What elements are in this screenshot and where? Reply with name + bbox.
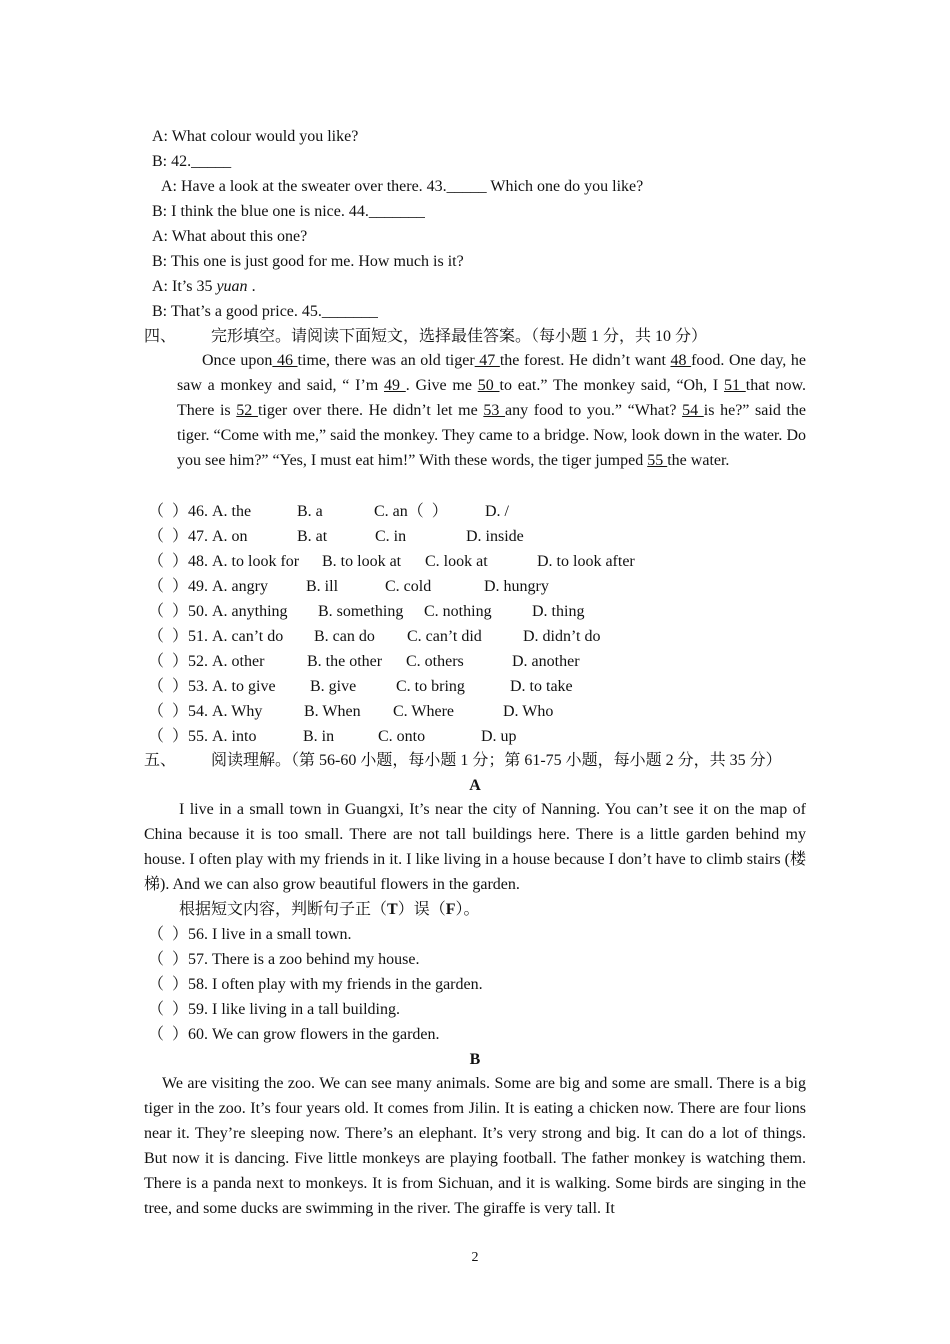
- blank-52: 52: [236, 402, 258, 419]
- judge-item: （ ）60. We can grow flowers in the garden.: [148, 1026, 440, 1043]
- section-title: 完形填空。请阅读下面短文，选择最佳答案。（每小题 1 分，共 10 分）: [211, 328, 708, 345]
- judge-item: （ ）59. I like living in a tall building.: [148, 1001, 400, 1018]
- cloze-text: . Give me: [405, 377, 478, 394]
- false-mark: F: [445, 901, 456, 918]
- blank-55: 55: [647, 452, 668, 469]
- option-a: （ ）47. A. on: [148, 528, 248, 545]
- cloze-text: Once upon: [202, 352, 273, 369]
- option-c: C. to bring: [396, 678, 465, 695]
- option-a: （ ）49. A. angry: [148, 578, 268, 595]
- option-c: C. Where: [393, 703, 455, 720]
- section-number: 四、: [144, 328, 177, 345]
- cloze-text: to eat.” The monkey said, “Oh, I: [499, 377, 724, 394]
- blank-46: 46: [272, 352, 298, 369]
- passage-heading: A: [469, 777, 481, 794]
- dialogue-line: A: What about this one?: [152, 228, 308, 245]
- option-a: （ ）55. A. into: [148, 728, 257, 745]
- judge-item: （ ）58. I often play with my friends in the garden.: [148, 976, 483, 993]
- cloze-text: food. One day, he saw a monkey and said, “ I’m: [177, 352, 807, 394]
- passage-b-text: We are visiting the zoo. We can see many animals. Some are big and some are small. There is a big tiger in the zoo. It’s four years old. It comes from Jilin. It is eating a chicken now. There are four lions near it. They’re sleeping now. There’s an elephant. It’s very strong and big. It can do a lot of things. But now it is dancing. Five little monkeys are playing football. The father monkey is watching them. There is a panda next to monkeys. It is from Sichuan, and it is walking. Some birds are singing in the tree, and some ducks are swimming in the river. The giraffe is very tall. It: [144, 1075, 806, 1217]
- instruction-text: 根据短文内容，判断句子正（: [179, 901, 388, 918]
- blank-54: 54: [682, 402, 704, 419]
- option-c: C. others: [406, 653, 464, 670]
- judge-item: （ ）57. There is a zoo behind my house.: [148, 951, 420, 968]
- dialogue-line: B: This one is just good for me. How much is it?: [152, 253, 464, 270]
- cloze-text: the water.: [667, 452, 730, 469]
- option-b: B. the other: [307, 653, 383, 670]
- option-c: C. in: [375, 528, 407, 545]
- option-c: C. can’t did: [407, 628, 482, 645]
- option-b: B. something: [318, 603, 404, 620]
- dialogue-text: .: [247, 278, 256, 295]
- blank-51: 51: [723, 377, 746, 394]
- option-b: B. a: [297, 503, 323, 520]
- option-a: （ ）53. A. to give: [148, 678, 276, 695]
- option-a: （ ）50. A. anything: [148, 603, 288, 620]
- option-c: C. nothing: [424, 603, 492, 620]
- page-number: 2: [471, 1250, 479, 1265]
- dialogue-line: B: That’s a good price. 45._______: [152, 303, 378, 320]
- true-mark: T: [387, 901, 398, 918]
- option-a: （ ）48. A. to look for: [148, 553, 300, 570]
- option-a: （ ）54. A. Why: [148, 703, 263, 720]
- passage-heading: B: [469, 1051, 481, 1068]
- option-a: （ ）51. A. can’t do: [148, 628, 284, 645]
- cloze-text: that now. There is: [177, 377, 807, 419]
- dialogue-line: B: I think the blue one is nice. 44._______: [152, 203, 425, 220]
- instruction-text: ）。: [455, 901, 480, 918]
- option-d: D. another: [512, 653, 580, 670]
- option-d: D. to look after: [537, 553, 635, 570]
- blank-50: 50: [477, 377, 500, 394]
- option-b: B. ill: [306, 578, 339, 595]
- option-d: D. up: [481, 728, 517, 745]
- option-a: （ ）52. A. other: [148, 653, 265, 670]
- cloze-text: any food to you.” “What?: [505, 402, 683, 419]
- cloze-passage: [177, 348, 806, 473]
- cloze-text: the forest. He didn’t want: [499, 352, 671, 369]
- option-c: C. onto: [378, 728, 426, 745]
- blank-48: 48: [670, 352, 692, 369]
- option-b: B. give: [310, 678, 357, 695]
- option-c: C. an（ ）: [374, 503, 448, 520]
- option-b: B. to look at: [322, 553, 402, 570]
- instruction: [179, 900, 480, 920]
- option-b: B. in: [303, 728, 335, 745]
- blank-53: 53: [483, 402, 506, 419]
- section-number: 五、: [144, 752, 177, 769]
- dialogue-line: [152, 277, 256, 297]
- judge-item: （ ）56. I live in a small town.: [148, 926, 352, 943]
- passage-a-text: I live in a small town in Guangxi, It’s near the city of Nanning. You can’t see it on the map of China because it is too small. There are not tall buildings here. There is a little garden behind my house. I often play with my friends in it. I like living in a house because I don’t have to climb stairs (楼梯). And we can also grow beautiful flowers in the garden.: [144, 801, 806, 893]
- option-d: D. hungry: [484, 578, 549, 595]
- option-d: D. /: [485, 503, 509, 520]
- option-d: D. to take: [510, 678, 573, 695]
- blank-47: 47: [474, 352, 500, 369]
- option-d: D. inside: [466, 528, 524, 545]
- option-d: D. Who: [503, 703, 554, 720]
- cloze-text: tiger over there. He didn’t let me: [257, 402, 484, 419]
- dialogue-line: B: 42._____: [152, 153, 232, 170]
- option-c: C. cold: [385, 578, 432, 595]
- option-c: C. look at: [425, 553, 488, 570]
- option-b: B. When: [304, 703, 361, 720]
- option-a: （ ）46. A. the: [148, 503, 252, 520]
- instruction-text: ）误（: [397, 901, 446, 918]
- currency-word: yuan: [216, 278, 248, 295]
- dialogue-text: A: It’s 35: [152, 278, 217, 295]
- option-d: D. thing: [532, 603, 585, 620]
- section-title: 阅读理解。（第 56-60 小题，每小题 1 分；第 61-75 小题，每小题 2 分，共 35 分）: [211, 752, 782, 769]
- blank-49: 49: [383, 377, 406, 394]
- cloze-text: is he?” said the tiger. “Come with me,” said the monkey. They came to a bridge. Now, look down in the water. Do you see him?” “Yes, I must eat him!” With these words, the tiger jumped: [177, 402, 807, 469]
- option-d: D. didn’t do: [523, 628, 601, 645]
- dialogue-line: A: What colour would you like?: [152, 128, 359, 145]
- option-b: B. can do: [314, 628, 375, 645]
- dialogue-line: A: Have a look at the sweater over there. 43._____ Which one do you like?: [161, 178, 644, 195]
- option-b: B. at: [297, 528, 328, 545]
- cloze-text: time, there was an old tiger: [297, 352, 475, 369]
